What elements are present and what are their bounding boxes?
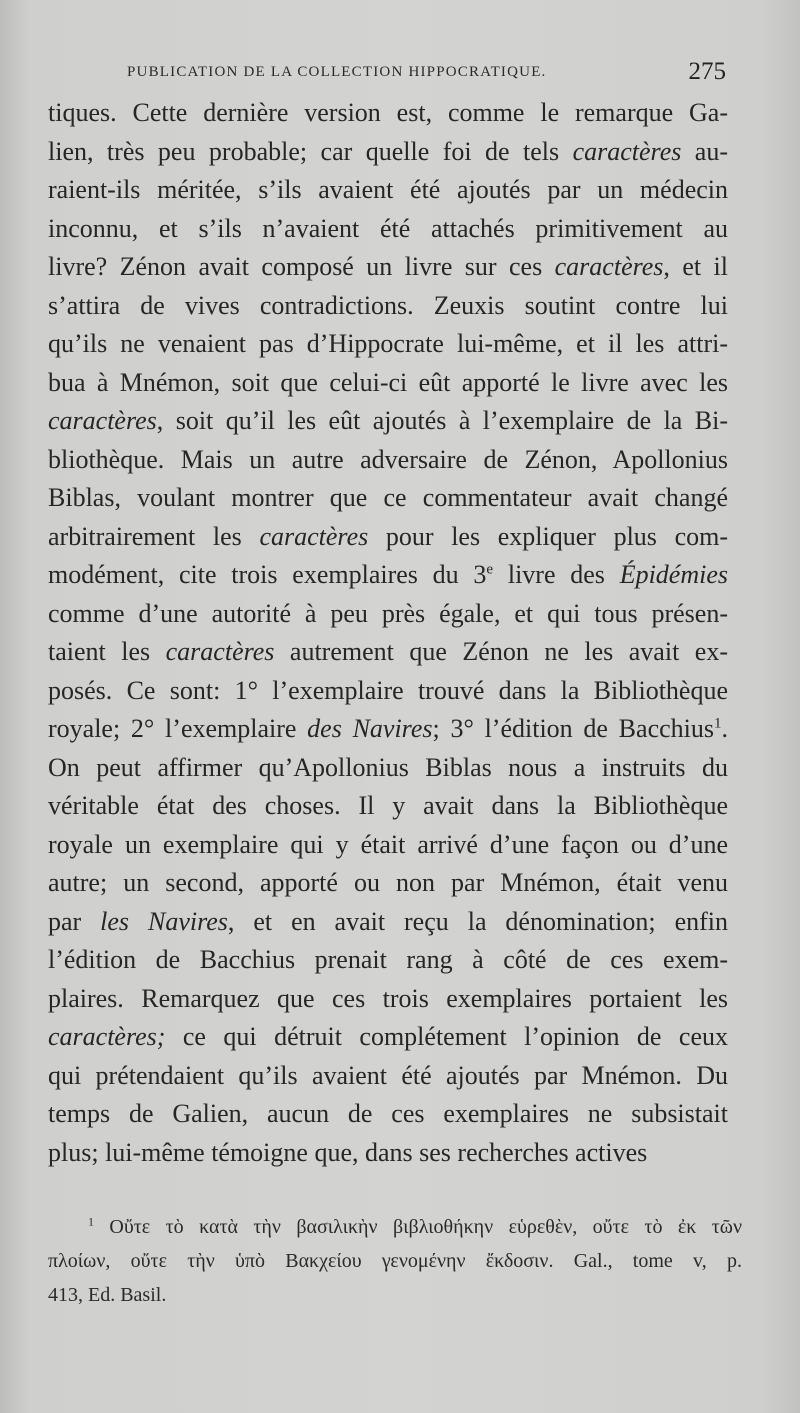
italic-text: caractères [165,637,275,666]
page-number: 275 [688,58,726,85]
text-segment: livre? Zénon avait composé un livre sur ces [48,252,555,281]
text-segment: , et en avait reçu la dénomination; enfin [227,906,728,936]
text-line [48,479,728,518]
text-segment: qui prétendaient qu’ils avaient été ajoutés par Mnémon. Du [48,1060,728,1090]
text-segment: modément, cite trois exemplaires du 3 [48,560,487,589]
italic-text: les Navires [100,906,228,936]
text-segment: autrement que Zénon ne les avait ex- [274,637,728,666]
text-segment: arbitrairement les [48,521,260,551]
footnote-line: $^1$ Οὔτε τὸ κατὰ τὴν βασιλικὴν βιβλιοθήκην εὑρεθὲν, οὔτε τὸ ἐκ τῶν [88,1214,742,1238]
text-segment: Biblas, voulant montrer que ce commentateur avait changé [48,483,728,512]
text-segment: On peut affirmer qu’Apollonius Biblas nous a instruits du [48,752,728,782]
text-segment: bua à Mnémon, soit que celui-ci eût apporté le livre avec les [48,367,728,397]
text-segment: plus; lui-même témoigne que, dans ses recherches actives [48,1137,648,1167]
text-line [48,210,728,249]
body-text [48,94,728,1172]
text-line [48,864,728,903]
text-line [48,1018,728,1057]
text-segment: , et il [663,252,728,281]
italic-text: caractères [554,252,664,281]
text-line [48,402,728,441]
text-segment: véritable état des choses. Il y avait dans la Bibliothèque [48,791,728,820]
text-line [48,1057,728,1096]
text-segment: ; 3° l’édition de Bacchius [432,714,714,743]
text-segment: inconnu, et s’ils n’avaient été attachés primitivement au [48,213,728,243]
page-header [50,58,726,90]
footnote-line: 413, Ed. Basil. [48,1284,167,1306]
text-segment: raient-ils méritée, s’ils avaient été ajoutés par un médecin [48,175,728,204]
text-line [48,787,728,826]
text-line [48,672,728,711]
italic-text: caractères [48,406,157,435]
text-segment: taient les [48,637,166,666]
italic-text: Épidémies [619,560,728,589]
text-segment: l’édition de Bacchius prenait rang à côté de ces exem- [48,945,728,974]
text-line [48,1095,728,1134]
text-segment: posés. Ce sont: 1° l’exemplaire trouvé dans la Bibliothèque [48,675,728,705]
superscript: e [486,561,494,578]
footnote [48,1210,742,1312]
text-line [48,287,728,326]
text-line [48,1134,728,1173]
text-line [48,903,728,942]
italic-text: des Navires [307,714,433,743]
text-line [48,826,728,865]
footnote-marker: 1 [88,1214,94,1229]
text-line [48,941,728,980]
footnote-line: πλοίων, οὔτε τὴν ὑπὸ Βακχείου γενομένην ἔκδοσιν. Gal., tome v, p. [48,1250,742,1272]
text-segment: temps de Galien, aucun de ces exemplaires ne subsistait [48,1099,728,1128]
italic-text: caractères; [48,1022,166,1051]
text-line [48,325,728,364]
text-segment: comme d’une autorité à peu près égale, et qui tous présen- [48,598,728,628]
text-segment: royale un exemplaire qui y était arrivé d’une façon ou d’une [48,829,728,859]
text-line [48,710,728,749]
text-line [48,595,728,634]
superscript: 1 [714,715,722,732]
text-line [48,171,728,210]
italic-text: caractères [572,136,682,166]
text-segment: . [721,714,728,743]
text-line [48,518,728,557]
text-line [48,441,728,480]
text-segment: lien, très peu probable; car quelle foi de tels [48,136,573,166]
text-line [48,133,728,172]
text-segment: qu’ils ne venaient pas d’Hippocrate lui-même, et il les attri- [48,329,728,358]
text-line [48,94,728,133]
text-line [48,749,728,788]
text-segment: livre des [493,560,620,589]
text-segment: ce qui détruit complétement l’opinion de ceux [165,1022,728,1051]
text-segment: s’attira de vives contradictions. Zeuxis soutint contre lui [48,290,728,320]
text-segment: autre; un second, apporté ou non par Mnémon, était venu [48,868,728,897]
text-segment: par [48,906,101,936]
text-line [48,633,728,672]
italic-text: caractères [259,521,369,551]
text-segment: au- [681,136,728,166]
text-line [48,556,728,595]
running-title: PUBLICATION DE LA COLLECTION HIPPOCRATIQUE. [127,64,547,80]
text-segment: plaires. Remarquez que ces trois exemplaires portaient les [48,983,728,1013]
text-line [48,364,728,403]
text-line [48,980,728,1019]
text-segment: pour les expliquer plus com- [368,521,728,551]
text-line [48,248,728,287]
text-segment: bliothèque. Mais un autre adversaire de Zénon, Apollonius [48,444,728,474]
text-segment: royale; 2° l’exemplaire [48,714,308,743]
text-segment: , soit qu’il les eût ajoutés à l’exemplaire de la Bi- [156,406,728,435]
text-segment: tiques. Cette dernière version est, comme le remarque Ga- [48,98,728,127]
